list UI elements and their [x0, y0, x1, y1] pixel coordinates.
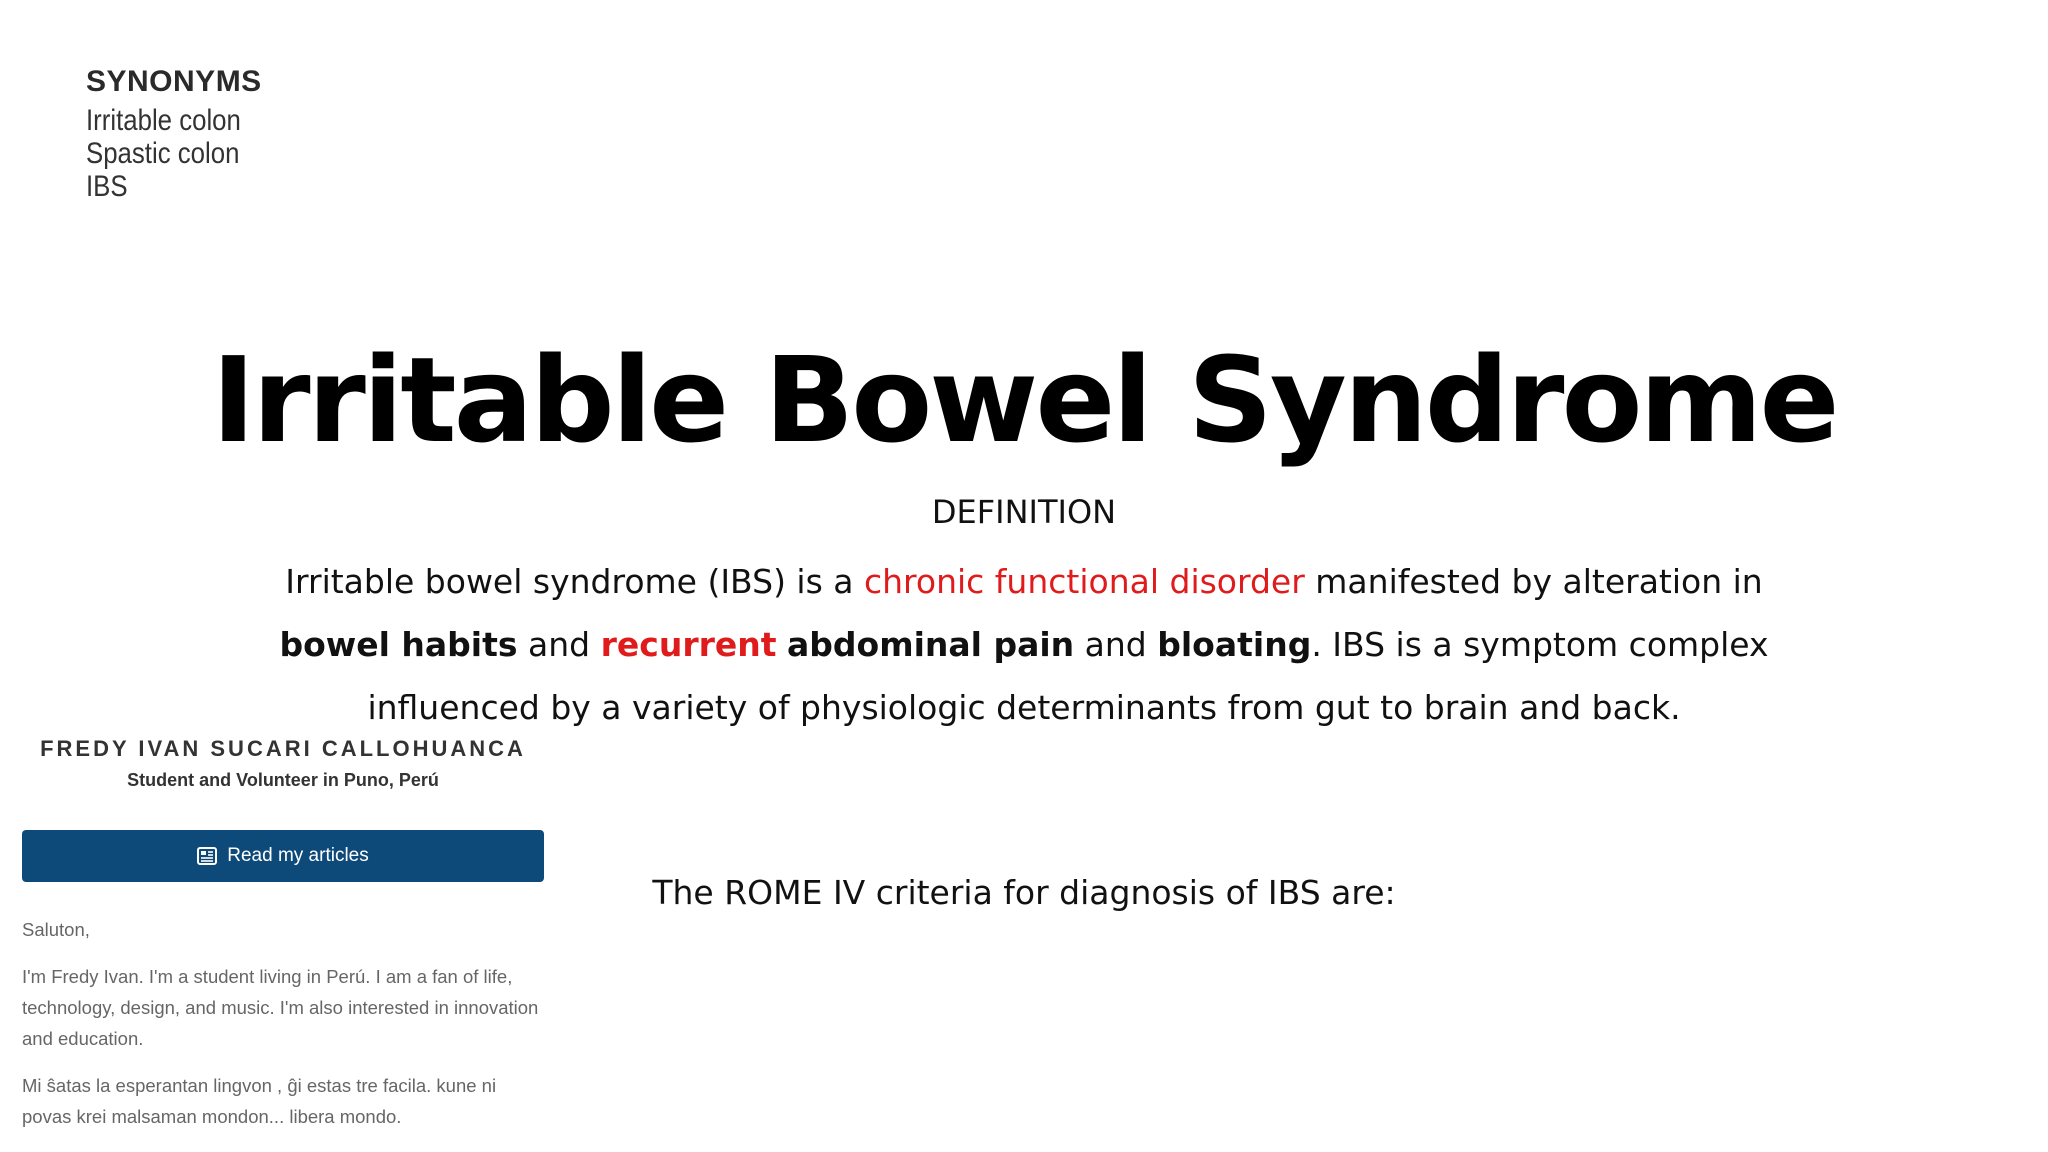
definition-text: Irritable bowel syndrome (IBS) is a [285, 562, 864, 601]
synonyms-heading: SYNONYMS [86, 65, 262, 98]
rome-criteria-heading: The ROME IV criteria for diagnosis of IBS are: [652, 873, 1396, 912]
synonym-item: IBS [86, 170, 128, 203]
definition-text: and [1074, 625, 1158, 664]
read-articles-label: Read my articles [227, 845, 369, 866]
definition-paragraph [230, 550, 1818, 739]
newspaper-icon [197, 847, 217, 865]
bio-paragraph: I'm Fredy Ivan. I'm a student living in Perú. I am a fan of life, technology, design, and music. I'm also interested in innovation and education. [22, 966, 539, 1049]
definition-text [777, 625, 788, 664]
definition-text: and [517, 625, 601, 664]
definition-highlight-bold: recurrent [600, 625, 777, 664]
author-profile-card [22, 734, 544, 1148]
slide-title: Irritable Bowel Syndrome [211, 331, 1837, 469]
synonym-item: Spastic colon [86, 137, 240, 170]
definition-bold: bowel habits [279, 625, 518, 664]
synonym-item: Irritable colon [86, 104, 241, 137]
author-role: Student and Volunteer in Puno, Perú [127, 770, 439, 790]
bio-paragraph: Mi ŝatas la esperantan lingvon , ĝi estas tre facila. kune ni povas krei malsaman mondon... libera mondo. [22, 1075, 497, 1127]
author-bio [22, 914, 544, 1132]
definition-label: DEFINITION [931, 493, 1117, 531]
definition-text: . IBS is a symptom complex influenced by a variety of physiologic determinants from gut to brain and back. [367, 625, 1769, 727]
definition-text: manifested by alteration in [1304, 562, 1763, 601]
synonyms-box [86, 64, 346, 203]
definition-bold: abdominal pain [787, 625, 1075, 664]
read-articles-button[interactable] [22, 830, 544, 882]
author-name: FREDY IVAN SUCARI CALLOHUANCA [40, 736, 526, 761]
bio-greeting: Saluton, [22, 919, 90, 940]
definition-bold: bloating [1157, 625, 1312, 664]
definition-highlight: chronic functional disorder [864, 562, 1305, 601]
